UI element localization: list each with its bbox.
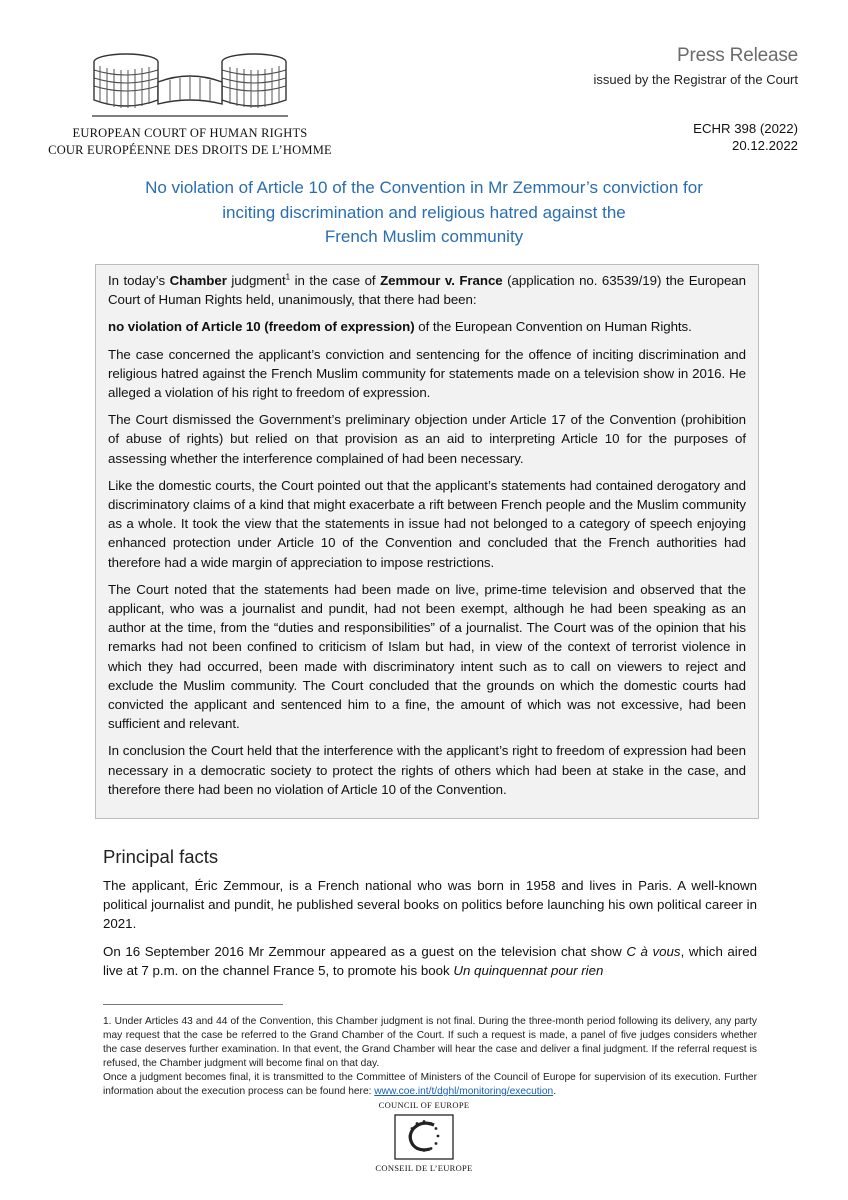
summary-paragraph: Like the domestic courts, the Court pointed out that the applicant’s statements had contained derogatory and discriminatory claims of a kind that might exacerbate a rift between French people and the Muslim community as a whole. It took the view that the statements in issue had not belonged to a category of speech enjoying enhanced protection under Article 10 of the Convention and concluded that the French authorities had therefore had a wide margin of appreciation to impose restrictions. <box>108 477 746 570</box>
echr-logo <box>40 48 340 156</box>
council-of-europe-logo <box>394 1114 454 1160</box>
summary-box <box>95 264 759 819</box>
coe-name-fr: CONSEIL DE L’EUROPE <box>375 1163 473 1173</box>
summary-paragraph: The Court dismissed the Government’s preliminary objection under Article 17 of the Convention (prohibition of abuse of rights) but relied on that provision as an aid to interpreting Article 10 for the purposes of assessing whether the interference complained of had been necessary. <box>108 412 746 466</box>
text: On 16 September 2016 Mr Zemmour appeared as a guest on the television chat show <box>103 943 627 959</box>
summary-paragraph: In conclusion the Court held that the interference with the applicant’s right to freedom of expression had been necessary in a democratic society to protect the rights of others which had been at stake in the case, and therefore there had been no violation of Article 10 of the Convention. <box>108 743 746 797</box>
text: in the case of <box>290 273 381 288</box>
text: (application no. 63539/19) the European Court of Human Rights held, unanimously, that there had been: <box>108 273 746 308</box>
execution-link[interactable]: www.coe.int/t/dghl/monitoring/execution <box>374 1086 554 1097</box>
summary-paragraph: The case concerned the applicant’s conviction and sentencing for the offence of inciting discrimination and religious hatred against the French Muslim community for statements made on a television show in 2016. He alleged a violation of his right to freedom of expression. <box>108 346 746 401</box>
press-release-title: Press Release <box>677 45 798 66</box>
facts-paragraph: The applicant, Éric Zemmour, is a French national who was born in 1958 and lives in Paris. A well-known political journalist and pundit, he published several books on politics before launching his own political career in 2021. <box>103 878 757 932</box>
coe-stars-icon <box>394 1114 454 1160</box>
summary-paragraph <box>108 271 746 309</box>
text: , which aired live at 7 p.m. on the channel France 5, to promote his book <box>103 943 757 978</box>
show-title: C à vous <box>626 943 681 959</box>
headline-line: No violation of Article 10 of the Convention in Mr Zemmour’s conviction for <box>145 178 703 197</box>
text: In today’s <box>108 273 170 288</box>
coe-name-en: COUNCIL OF EUROPE <box>378 1100 470 1110</box>
text: judgment <box>226 273 286 288</box>
summary-paragraph: The Court noted that the statements had been made on live, prime-time television and observed that the applicant, who was a journalist and pundit, had not been exempt, although he had been speaking as an author at the time, from the “duties and responsibilities” of a journalist. The Court was of the opinion that his remarks had not been confined to criticism of Islam but had, in view of the context of terrorist violence in which they had occurred, been made with discriminatory intent such as to call on viewers to reject and exclude the Muslim community. The Court concluded that the grounds on which the domestic courts had convicted the applicant and sentenced him to a fine, the amount of which was not excessive, had been sufficient and relevant. <box>108 581 746 732</box>
section-heading: Principal facts <box>103 846 219 867</box>
text: of the European Convention on Human Rights. <box>414 319 692 335</box>
court-name-en: EUROPEAN COURT OF HUMAN RIGHTS <box>72 126 308 140</box>
book-title: Un quinquennat pour rien <box>453 962 604 978</box>
footnote-text: 1. Under Articles 43 and 44 of the Convention, this Chamber judgment is not final. During the three-month period following its delivery, any party may request that the case be referred to the Grand Chamber of the Court. If such a request is made, a panel of five judges considers whether the case deserves further examination. In that event, the Grand Chamber will hear the case and deliver a final judgment. If the referral request is refused, the Chamber judgment will become final on that day. <box>103 1016 757 1069</box>
summary-paragraph <box>108 317 746 336</box>
release-date: 20.12.2022 <box>731 138 798 153</box>
footnote-text <box>103 1071 757 1099</box>
footnote-ref[interactable]: 1 <box>285 272 291 282</box>
footnote <box>103 1015 757 1099</box>
court-name-fr: COUR EUROPÉENNE DES DROITS DE L’HOMME <box>48 143 332 157</box>
text: Once a judgment becomes final, it is transmitted to the Committee of Ministers of the Council of Europe for supervision of its execution. Further information about the execution process can be found here: <box>103 1072 757 1097</box>
facts-paragraph <box>103 942 757 980</box>
verdict: no violation of Article 10 (freedom of expression) <box>108 319 415 335</box>
headline <box>90 176 758 250</box>
facts-section <box>103 876 757 988</box>
text-bold: Chamber <box>169 273 227 288</box>
release-reference: ECHR 398 (2022) <box>693 121 798 136</box>
headline-line: inciting discrimination and religious hatred against the <box>222 202 626 222</box>
court-building-icon <box>90 48 290 122</box>
issued-by: issued by the Registrar of the Court <box>593 72 798 87</box>
headline-line: French Muslim community <box>324 227 524 246</box>
case-name: Zemmour v. France <box>380 273 503 288</box>
text: . <box>553 1086 557 1097</box>
footnote-divider <box>103 1004 283 1005</box>
